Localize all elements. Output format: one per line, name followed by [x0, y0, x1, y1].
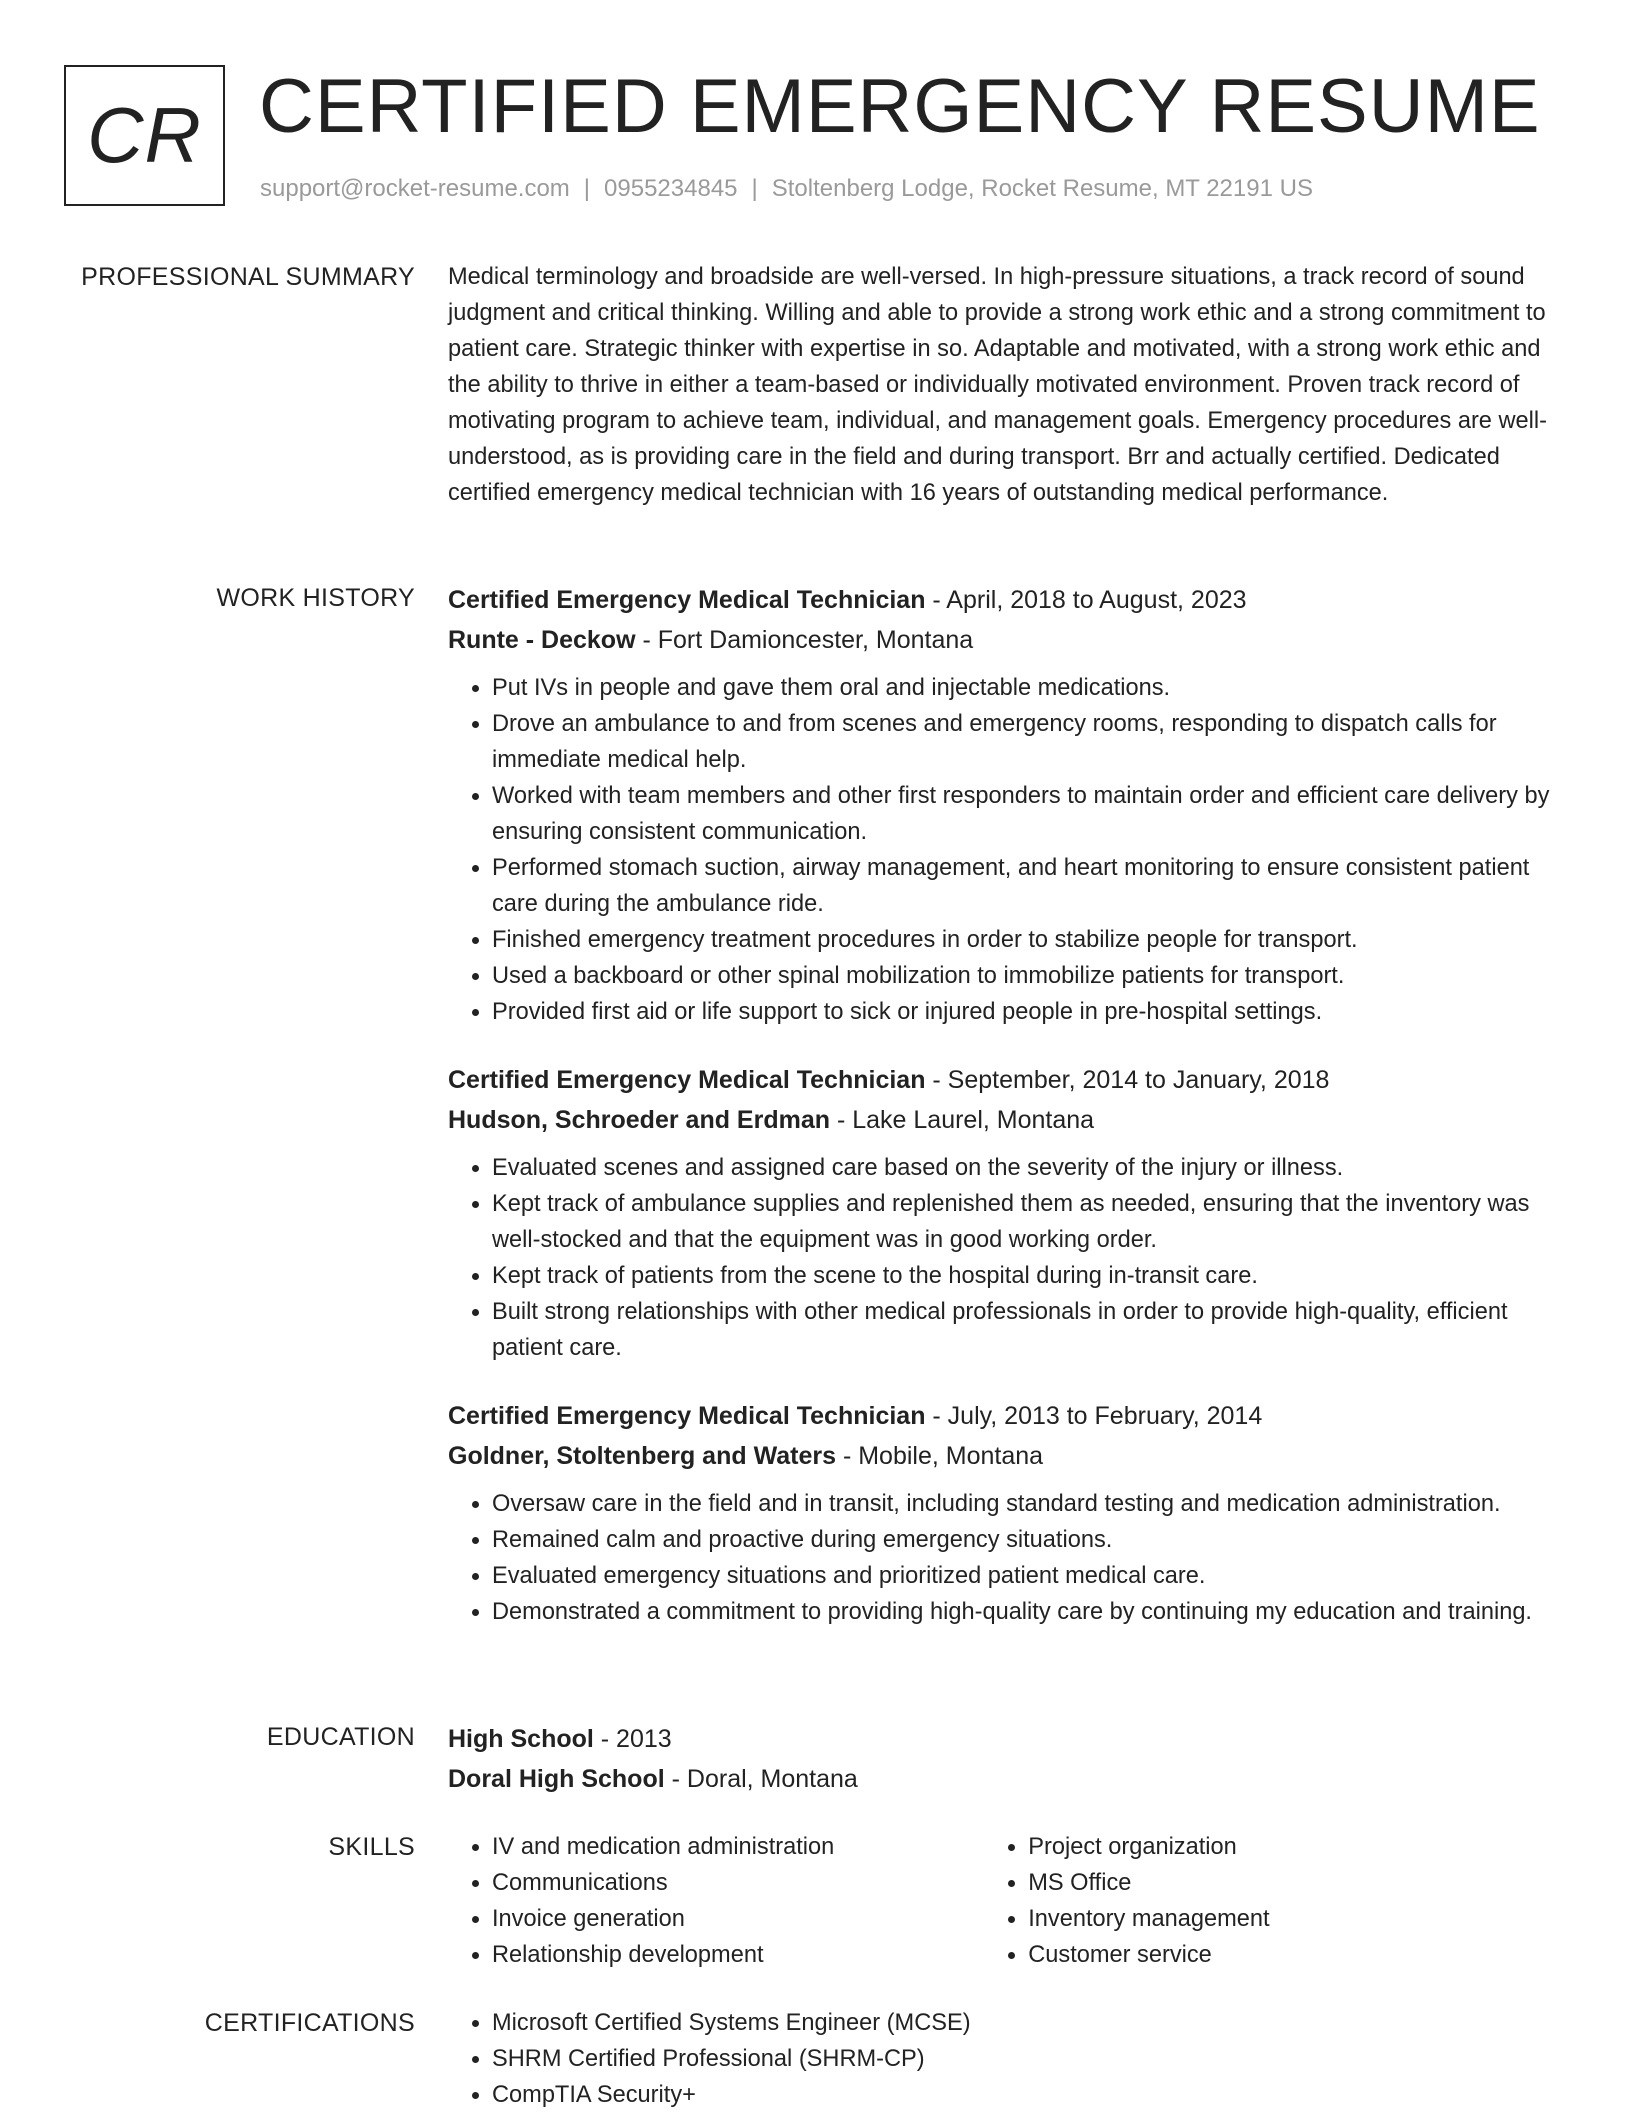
job-dates: - September, 2014 to January, 2018 — [925, 1066, 1330, 1094]
certifications-list — [448, 2005, 1573, 2113]
job-bullet: • Drove an ambulance to and from scenes and emergency rooms, responding to dispatch calls for immediate medical help. — [492, 706, 1573, 778]
resume-title: CERTIFIED EMERGENCY RESUME — [259, 64, 1541, 149]
education-content — [448, 1719, 1573, 1799]
contact-separator: | — [583, 175, 591, 202]
job-location: - Lake Laurel, Montana — [830, 1106, 1095, 1134]
contact-line — [260, 173, 1313, 204]
skill-item: • Communications — [492, 1865, 984, 1901]
job-company: Hudson, Schroeder and Erdman — [448, 1106, 831, 1134]
skill-item: • IV and medication administration — [492, 1829, 984, 1865]
job-entry — [448, 1060, 1573, 1366]
job-company-line — [448, 1436, 1573, 1476]
summary-text: Medical terminology and broadside are well-versed. In high-pressure situations, a track record of sound judgment and critical thinking. Willing and able to provide a strong work ethic and a strong commitment to patient care. Strategic thinker with expertise in so. Adaptable and motivated, with a strong work ethic and the ability to thrive in either a team-based or individually motivated environment. Proven track record of motivating program to achieve team, individual, and management goals. Emergency procedures are well-understood, as is providing care in the field and during transport. Brr and actually certified. Dedicated certified emergency medical technician with 16 years of outstanding medical performance. — [448, 264, 1547, 506]
job-bullet: • Demonstrated a commitment to providing high-quality care by continuing my education and training. — [492, 1594, 1573, 1630]
skill-item: • Inventory management — [1028, 1901, 1573, 1937]
job-company: Goldner, Stoltenberg and Waters — [448, 1442, 837, 1470]
job-location: - Mobile, Montana — [836, 1442, 1044, 1470]
section-label-work-history: WORK HISTORY — [216, 584, 415, 612]
job-title: Certified Emergency Medical Technician — [448, 1066, 926, 1094]
job-bullet-list — [448, 1486, 1573, 1630]
skill-item: • Customer service — [1028, 1937, 1573, 1973]
job-bullet: • Evaluated scenes and assigned care based on the severity of the injury or illness. — [492, 1150, 1573, 1186]
job-bullet: • Kept track of patients from the scene to the hospital during in-transit care. — [492, 1258, 1573, 1294]
job-bullet-list — [448, 1150, 1573, 1366]
job-bullet: • Provided first aid or life support to sick or injured people in pre-hospital settings. — [492, 994, 1573, 1030]
skills-columns — [448, 1829, 1573, 1973]
job-bullet: • Worked with team members and other first responders to maintain order and efficient care delivery by ensuring consistent communication. — [492, 778, 1573, 850]
section-label-certifications: CERTIFICATIONS — [204, 2009, 415, 2037]
certification-item: • Microsoft Certified Systems Engineer (MCSE) — [492, 2005, 1573, 2041]
section-label-summary: PROFESSIONAL SUMMARY — [81, 263, 415, 291]
job-bullet: • Oversaw care in the field and in transit, including standard testing and medication administration. — [492, 1486, 1573, 1522]
job-bullet: • Remained calm and proactive during emergency situations. — [492, 1522, 1573, 1558]
job-location: - Fort Damioncester, Montana — [635, 626, 974, 654]
work-history-content — [448, 580, 1573, 1630]
skills-list-left — [448, 1829, 984, 1973]
job-bullet-list — [448, 670, 1573, 1030]
skills-list-right — [984, 1829, 1573, 1973]
contact-phone: 0955234845 — [604, 175, 738, 202]
job-bullet: • Kept track of ambulance supplies and replenished them as needed, ensuring that the inventory was well-stocked and that the equipment was in good working order. — [492, 1186, 1573, 1258]
job-title: Certified Emergency Medical Technician — [448, 1402, 926, 1430]
job-title-line — [448, 1060, 1573, 1100]
education-degree-line — [448, 1719, 1573, 1759]
job-title: Certified Emergency Medical Technician — [448, 586, 926, 614]
job-bullet: • Used a backboard or other spinal mobilization to immobilize patients for transport. — [492, 958, 1573, 994]
job-company-line — [448, 620, 1573, 660]
skill-item: • Relationship development — [492, 1937, 984, 1973]
summary-content — [448, 259, 1573, 511]
contact-separator: | — [751, 175, 758, 202]
job-bullet: • Put IVs in people and gave them oral and injectable medications. — [492, 670, 1573, 706]
skills-content — [448, 1829, 1573, 1973]
education-degree: High School — [448, 1725, 594, 1753]
job-bullet: • Performed stomach suction, airway management, and heart monitoring to ensure consistent patient care during the ambulance ride. — [492, 850, 1573, 922]
certification-item: • SHRM Certified Professional (SHRM-CP) — [492, 2041, 1573, 2077]
job-dates: - April, 2018 to August, 2023 — [925, 586, 1247, 614]
education-school: Doral High School — [448, 1765, 665, 1793]
certification-item: • CompTIA Security+ — [492, 2077, 1573, 2113]
job-bullet: • Built strong relationships with other medical professionals in order to provide high-quality, efficient patient care. — [492, 1294, 1573, 1366]
job-company: Runte - Deckow — [448, 626, 636, 654]
education-location: - Doral, Montana — [664, 1765, 858, 1793]
job-entry — [448, 1396, 1573, 1630]
monogram-badge: CR — [64, 65, 225, 206]
job-bullet: • Evaluated emergency situations and prioritized patient medical care. — [492, 1558, 1573, 1594]
contact-address: Stoltenberg Lodge, Rocket Resume, MT 22191 US — [771, 175, 1313, 202]
skill-item: • Project organization — [1028, 1829, 1573, 1865]
certifications-content — [448, 2005, 1573, 2113]
resume-header — [64, 65, 1584, 215]
education-school-line — [448, 1759, 1573, 1799]
job-company-line — [448, 1100, 1573, 1140]
section-label-skills: SKILLS — [328, 1833, 415, 1861]
job-title-line — [448, 580, 1573, 620]
skill-item: • MS Office — [1028, 1865, 1573, 1901]
job-title-line — [448, 1396, 1573, 1436]
education-year: - 2013 — [593, 1725, 672, 1753]
job-entry — [448, 580, 1573, 1030]
section-label-education: EDUCATION — [266, 1723, 415, 1751]
job-dates: - July, 2013 to February, 2014 — [925, 1402, 1263, 1430]
skill-item: • Invoice generation — [492, 1901, 984, 1937]
job-bullet: • Finished emergency treatment procedures in order to stabilize people for transport. — [492, 922, 1573, 958]
contact-email: support@rocket-resume.com — [260, 175, 570, 202]
